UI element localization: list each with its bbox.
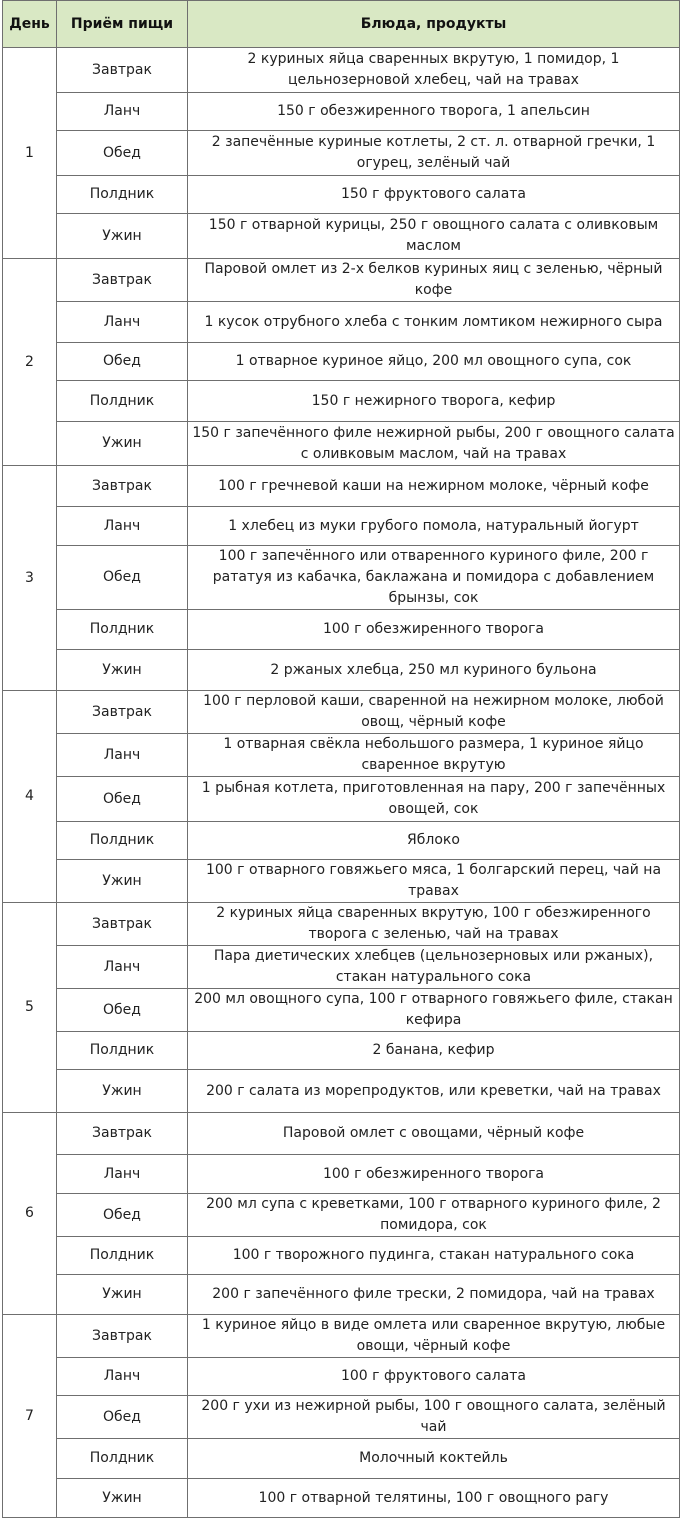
meal-name: Полдник: [57, 176, 188, 214]
meal-food: Паровой омлет с овощами, чёрный кофе: [188, 1113, 680, 1155]
meal-food: 100 г запечённого или отваренного куриного филе, 200 г рататуя из кабачка, баклажана и помидора с добавлением брынзы, сок: [188, 546, 680, 610]
meal-name: Обед: [57, 131, 188, 176]
meal-name: Завтрак: [57, 1315, 188, 1358]
day-number: 5: [3, 903, 57, 1113]
meal-food: 200 г салата из морепродуктов, или креветки, чай на травах: [188, 1070, 680, 1113]
meal-food: 1 отварное куриное яйцо, 200 мл овощного супа, сок: [188, 343, 680, 381]
table-row: [3, 48, 680, 93]
meal-food: 100 г фруктового салата: [188, 1358, 680, 1396]
header-meal: Приём пищи: [57, 1, 188, 48]
meal-food: 150 г запечённого филе нежирной рыбы, 200 г овощного салата с оливковым маслом, чай на травах: [188, 422, 680, 466]
day-number: 2: [3, 259, 57, 466]
meal-food: 100 г обезжиренного творога: [188, 610, 680, 650]
table-row: [3, 860, 680, 903]
table-row: [3, 1155, 680, 1194]
table-row: [3, 1479, 680, 1518]
day-number: 3: [3, 466, 57, 691]
meal-name: Завтрак: [57, 1113, 188, 1155]
table-row: [3, 734, 680, 777]
meal-food: 150 г обезжиренного творога, 1 апельсин: [188, 93, 680, 131]
table-row: [3, 777, 680, 822]
table-row: [3, 903, 680, 946]
meal-food: 150 г фруктового салата: [188, 176, 680, 214]
meal-name: Завтрак: [57, 259, 188, 302]
header-food: Блюда, продукты: [188, 1, 680, 48]
table-row: [3, 1396, 680, 1439]
table-row: [3, 650, 680, 691]
day-number: 7: [3, 1315, 57, 1518]
meal-food: Пара диетических хлебцев (цельнозерновых или ржаных), стакан натурального сока: [188, 946, 680, 989]
table-row: [3, 946, 680, 989]
meal-food: 1 кусок отрубного хлеба с тонким ломтиком нежирного сыра: [188, 302, 680, 343]
meal-name: Ланч: [57, 302, 188, 343]
table-row: [3, 466, 680, 507]
meal-food: 150 г отварной курицы, 250 г овощного салата с оливковым маслом: [188, 214, 680, 259]
table-row: [3, 343, 680, 381]
meal-name: Завтрак: [57, 48, 188, 93]
meal-name: Ужин: [57, 422, 188, 466]
table-body: [3, 48, 680, 1518]
meal-name: Ужин: [57, 1479, 188, 1518]
table-row: [3, 422, 680, 466]
meal-name: Завтрак: [57, 903, 188, 946]
meal-name: Ланч: [57, 507, 188, 546]
meal-food: 1 рыбная котлета, приготовленная на пару, 200 г запечённых овощей, сок: [188, 777, 680, 822]
table-row: [3, 93, 680, 131]
meal-name: Обед: [57, 989, 188, 1032]
meal-name: Ланч: [57, 1155, 188, 1194]
meal-name: Полдник: [57, 381, 188, 422]
meal-food: 1 отварная свёкла небольшого размера, 1 куриное яйцо сваренное вкрутую: [188, 734, 680, 777]
meal-name: Обед: [57, 1396, 188, 1439]
meal-name: Ужин: [57, 214, 188, 259]
meal-food: 2 запечённые куриные котлеты, 2 ст. л. отварной гречки, 1 огурец, зелёный чай: [188, 131, 680, 176]
meal-food: Яблоко: [188, 822, 680, 860]
table-row: [3, 1315, 680, 1358]
meal-name: Обед: [57, 343, 188, 381]
meal-name: Завтрак: [57, 691, 188, 734]
table-row: [3, 1275, 680, 1315]
table-row: [3, 1194, 680, 1237]
meal-food: 100 г перловой каши, сваренной на нежирном молоке, любой овощ, чёрный кофе: [188, 691, 680, 734]
meal-food: 2 ржаных хлебца, 250 мл куриного бульона: [188, 650, 680, 691]
table-row: [3, 1358, 680, 1396]
table-row: [3, 1237, 680, 1275]
table-row: [3, 1032, 680, 1070]
meal-food: Паровой омлет из 2-х белков куриных яиц с зеленью, чёрный кофе: [188, 259, 680, 302]
meal-name: Обед: [57, 777, 188, 822]
table-row: [3, 131, 680, 176]
table-row: [3, 822, 680, 860]
meal-food: 100 г обезжиренного творога: [188, 1155, 680, 1194]
meal-food: 200 мл супа с креветками, 100 г отварного куриного филе, 2 помидора, сок: [188, 1194, 680, 1237]
table-row: [3, 381, 680, 422]
meal-name: Ланч: [57, 1358, 188, 1396]
meal-name: Полдник: [57, 610, 188, 650]
meal-food: 100 г отварной телятины, 100 г овощного рагу: [188, 1479, 680, 1518]
meal-food: 2 куриных яйца сваренных вкрутую, 1 помидор, 1 цельнозерновой хлебец, чай на травах: [188, 48, 680, 93]
meal-name: Обед: [57, 1194, 188, 1237]
table-row: [3, 989, 680, 1032]
table-row: [3, 214, 680, 259]
table-row: [3, 507, 680, 546]
meal-food: 200 г запечённого филе трески, 2 помидора, чай на травах: [188, 1275, 680, 1315]
meal-name: Полдник: [57, 822, 188, 860]
meal-food: 150 г нежирного творога, кефир: [188, 381, 680, 422]
table-row: [3, 259, 680, 302]
header-row: [3, 1, 680, 48]
meal-name: Завтрак: [57, 466, 188, 507]
header-day: День: [3, 1, 57, 48]
meal-name: Ланч: [57, 734, 188, 777]
meal-name: Ужин: [57, 860, 188, 903]
meal-name: Полдник: [57, 1237, 188, 1275]
table-row: [3, 691, 680, 734]
meal-food: 1 куриное яйцо в виде омлета или сваренное вкрутую, любые овощи, чёрный кофе: [188, 1315, 680, 1358]
table-row: [3, 546, 680, 610]
meal-name: Ланч: [57, 946, 188, 989]
meal-food: 2 куриных яйца сваренных вкрутую, 100 г обезжиренного творога с зеленью, чай на травах: [188, 903, 680, 946]
table-row: [3, 1070, 680, 1113]
meal-name: Ужин: [57, 650, 188, 691]
meal-food: 200 г ухи из нежирной рыбы, 100 г овощного салата, зелёный чай: [188, 1396, 680, 1439]
meal-name: Обед: [57, 546, 188, 610]
table-row: [3, 302, 680, 343]
day-number: 4: [3, 691, 57, 903]
meal-name: Ужин: [57, 1070, 188, 1113]
meal-plan-table: [2, 0, 680, 1518]
meal-name: Полдник: [57, 1032, 188, 1070]
table-row: [3, 1113, 680, 1155]
table-row: [3, 610, 680, 650]
meal-food: 200 мл овощного супа, 100 г отварного говяжьего филе, стакан кефира: [188, 989, 680, 1032]
meal-food: Молочный коктейль: [188, 1439, 680, 1479]
meal-food: 100 г творожного пудинга, стакан натурального сока: [188, 1237, 680, 1275]
meal-name: Ужин: [57, 1275, 188, 1315]
meal-name: Ланч: [57, 93, 188, 131]
table-row: [3, 1439, 680, 1479]
table-row: [3, 176, 680, 214]
meal-food: 2 банана, кефир: [188, 1032, 680, 1070]
day-number: 6: [3, 1113, 57, 1315]
meal-food: 100 г гречневой каши на нежирном молоке, чёрный кофе: [188, 466, 680, 507]
meal-food: 100 г отварного говяжьего мяса, 1 болгарский перец, чай на травах: [188, 860, 680, 903]
meal-food: 1 хлебец из муки грубого помола, натуральный йогурт: [188, 507, 680, 546]
meal-name: Полдник: [57, 1439, 188, 1479]
day-number: 1: [3, 48, 57, 259]
